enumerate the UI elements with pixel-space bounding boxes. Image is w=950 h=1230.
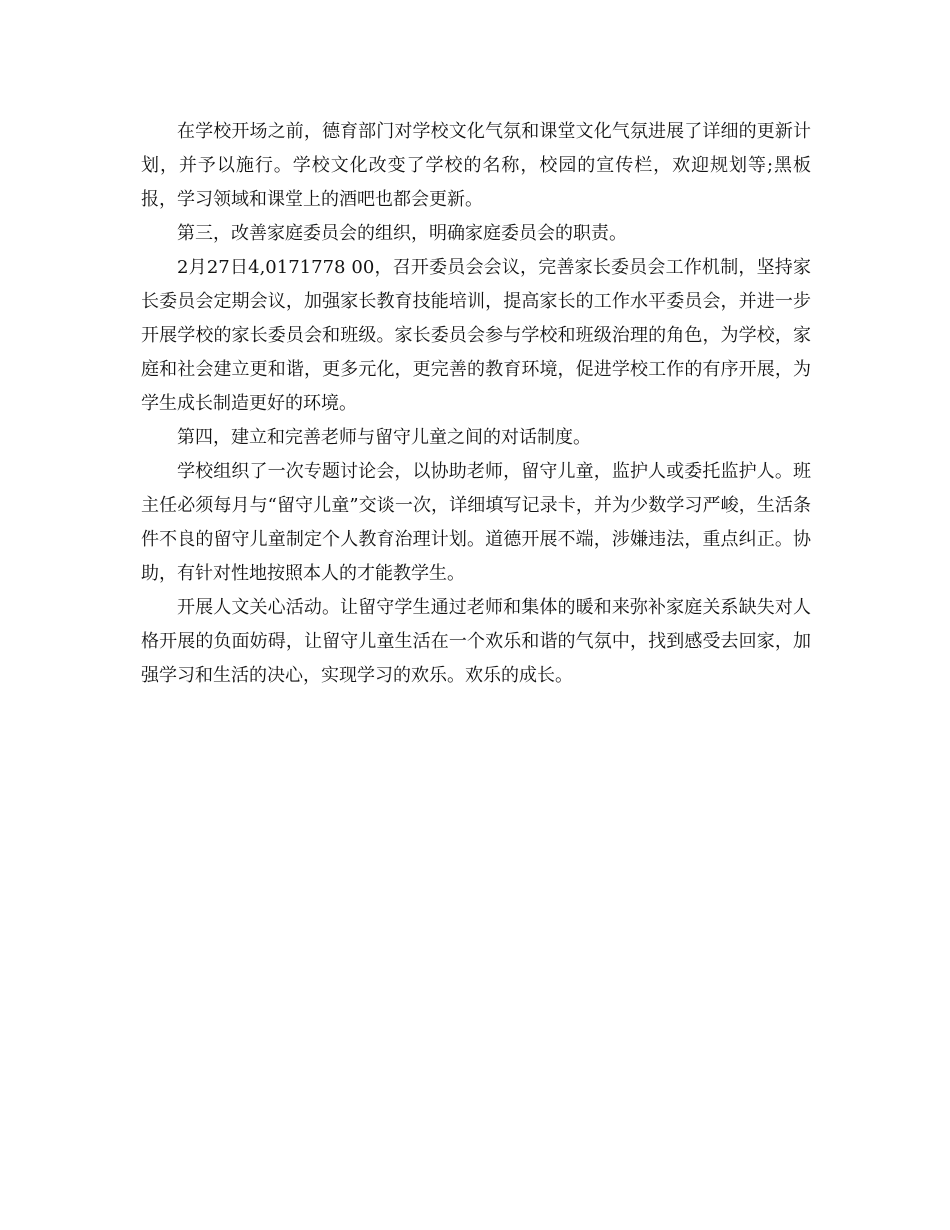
paragraph-heading-third: 第三，改善家庭委员会的组织，明确家庭委员会的职责。 — [177, 223, 627, 244]
paragraph-dialogue-system: 学校组织了一次专题讨论会，以协助老师，留守儿童，监护人或委托监护人。班主任必须每月与“留守儿童”交谈一次，详细填写记录卡，并为少数学习严峻，生活条件不良的留守儿童制定个人教育治理计划。道德开展不端，涉嫌违法，重点纠正。协助，有针对性地按照本人的才能教学生。 — [141, 461, 811, 584]
paragraph-heading-fourth: 第四，建立和完善老师与留守儿童之间的对话制度。 — [177, 427, 591, 448]
paragraph-committee-meeting: 2月27日4,0171778 00，召开委员会会议，完善家长委员会工作机制，坚持家长委员会定期会议，加强家长教育技能培训，提高家长的工作水平委员会，并进一步开展学校的家长委员会和班级。家长委员会参与学校和班级治理的角色，为学校，家庭和社会建立更和谐，更多元化，更完善的教育环境，促进学校工作的有序开展，为学生成长制造更好的环境。 — [141, 257, 811, 414]
paragraph-school-culture: 在学校开场之前，德育部门对学校文化气氛和课堂文化气氛进展了详细的更新计划，并予以施行。学校文化改变了学校的名称，校园的宣传栏，欢迎规划等;黑板报，学习领域和课堂上的酒吧也都会更新。 — [141, 121, 811, 210]
paragraph-care-activities: 开展人文关心活动。让留守学生通过老师和集体的暖和来弥补家庭关系缺失对人格开展的负面妨碍，让留守儿童生活在一个欢乐和谐的气氛中，找到感受去回家，加强学习和生活的决心，实现学习的欢乐。欢乐的成长。 — [141, 597, 811, 686]
document-body — [141, 115, 811, 693]
